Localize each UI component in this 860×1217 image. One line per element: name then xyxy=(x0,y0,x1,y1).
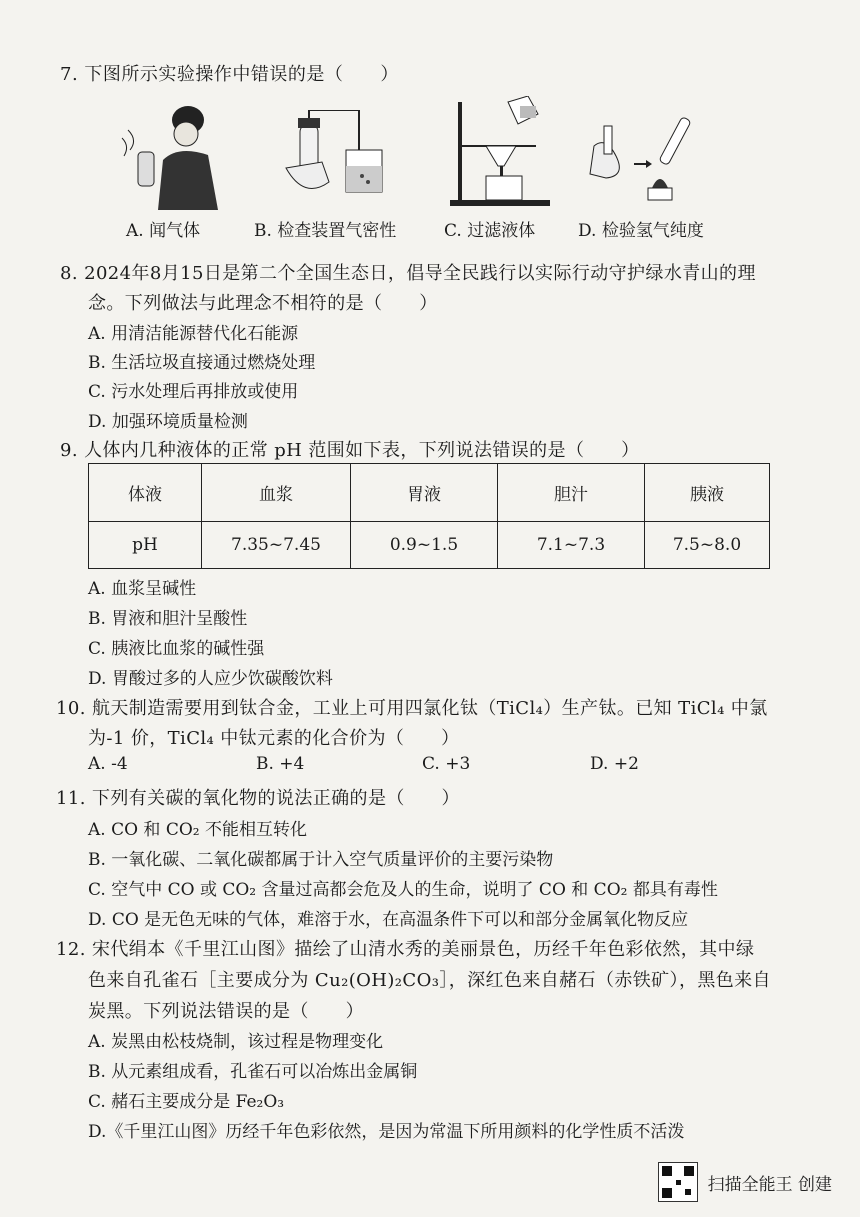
ph-table-cell: 7.5~8.0 xyxy=(645,522,770,569)
ph-table-header-row xyxy=(89,464,770,522)
q12-option-c: C. 赭石主要成分是 Fe₂O₃ xyxy=(88,1092,285,1112)
q10-option-a: A. -4 xyxy=(88,754,128,774)
q12-option-b: B. 从元素组成看，孔雀石可以冶炼出金属铜 xyxy=(88,1062,418,1082)
q8-option-c: C. 污水处理后再排放或使用 xyxy=(88,382,299,402)
q10-option-b: B. +4 xyxy=(256,754,305,774)
q8-stem-line2: 念。下列做法与此理念不相符的是（ ） xyxy=(88,293,438,314)
q11-stem: 11. 下列有关碳的氧化物的说法正确的是（ ） xyxy=(56,788,460,809)
q9-option-c: C. 胰液比血浆的碱性强 xyxy=(88,639,265,659)
ph-table-header-cell: 胆汁 xyxy=(498,464,645,522)
q12-stem-line1: 12. 宋代绢本《千里江山图》描绘了山清水秀的美丽景色，历经千年色彩依然，其中绿 xyxy=(56,939,755,960)
ph-table-row xyxy=(89,522,770,569)
ph-table-header-cell: 体液 xyxy=(89,464,202,522)
ph-table-header-cell: 血浆 xyxy=(202,464,351,522)
q8-option-b: B. 生活垃圾直接通过燃烧处理 xyxy=(88,353,316,373)
filter-liquid-figure xyxy=(446,96,556,211)
ph-table-cell: 7.1~7.3 xyxy=(498,522,645,569)
scanner-watermark xyxy=(658,1162,832,1202)
q12-stem-line3: 炭黑。下列说法错误的是（ ） xyxy=(88,1001,364,1022)
q9-option-b: B. 胃液和胆汁呈酸性 xyxy=(88,609,248,629)
q7-stem: 7. 下图所示实验操作中错误的是（ ） xyxy=(60,64,399,85)
q10-stem-line2: 为-1 价，TiCl₄ 中钛元素的化合价为（ ） xyxy=(88,728,460,749)
watermark-text: 扫描全能王 创建 xyxy=(707,1174,832,1195)
q7-option-d: D. 检验氢气纯度 xyxy=(578,221,704,241)
q8-option-a: A. 用清洁能源替代化石能源 xyxy=(88,324,299,344)
q9-stem: 9. 人体内几种液体的正常 pH 范围如下表，下列说法错误的是（ ） xyxy=(60,440,640,461)
airtight-check-figure xyxy=(274,110,394,210)
smell-gas-figure xyxy=(118,100,228,215)
q11-option-d: D. CO 是无色无味的气体，难溶于水，在高温条件下可以和部分金属氧化物反应 xyxy=(88,910,689,930)
q12-option-a: A. 炭黑由松枝烧制，该过程是物理变化 xyxy=(88,1032,384,1052)
ph-table-header-cell: 胰液 xyxy=(645,464,770,522)
q11-option-a: A. CO 和 CO₂ 不能相互转化 xyxy=(88,820,307,840)
ph-table-cell: pH xyxy=(89,522,202,569)
ph-table-header-cell: 胃液 xyxy=(351,464,498,522)
q12-stem-line2: 色来自孔雀石［主要成分为 Cu₂(OH)₂CO₃］，深红色来自赭石（赤铁矿），黑色来自 xyxy=(88,970,771,991)
ph-table-cell: 0.9~1.5 xyxy=(351,522,498,569)
q11-option-c: C. 空气中 CO 或 CO₂ 含量过高都会危及人的生命，说明了 CO 和 CO₂ 都具有毒性 xyxy=(88,880,718,900)
qr-code-icon xyxy=(658,1162,698,1202)
q10-stem-line1: 10. 航天制造需要用到钛合金，工业上可用四氯化钛（TiCl₄）生产钛。已知 TiCl₄ 中氯 xyxy=(56,698,768,719)
q7-option-b: B. 检查装置气密性 xyxy=(254,221,397,241)
q7-option-c: C. 过滤液体 xyxy=(444,221,536,241)
q9-option-d: D. 胃酸过多的人应少饮碳酸饮料 xyxy=(88,669,333,689)
q12-option-d: D.《千里江山图》历经千年色彩依然，是因为常温下所用颜料的化学性质不活泼 xyxy=(88,1122,685,1142)
ph-table-cell: 7.35~7.45 xyxy=(202,522,351,569)
q10-option-d: D. +2 xyxy=(590,754,639,774)
hydrogen-purity-figure xyxy=(586,116,706,206)
q8-option-d: D. 加强环境质量检测 xyxy=(88,412,248,432)
q11-option-b: B. 一氧化碳、二氧化碳都属于计入空气质量评价的主要污染物 xyxy=(88,850,554,870)
ph-table xyxy=(88,463,770,569)
q7-option-a: A. 闻气体 xyxy=(126,221,201,241)
q8-stem-line1: 8. 2024年8月15日是第二个全国生态日，倡导全民践行以实际行动守护绿水青山的理 xyxy=(60,263,756,284)
q10-option-c: C. +3 xyxy=(422,754,471,774)
q9-option-a: A. 血浆呈碱性 xyxy=(88,579,197,599)
